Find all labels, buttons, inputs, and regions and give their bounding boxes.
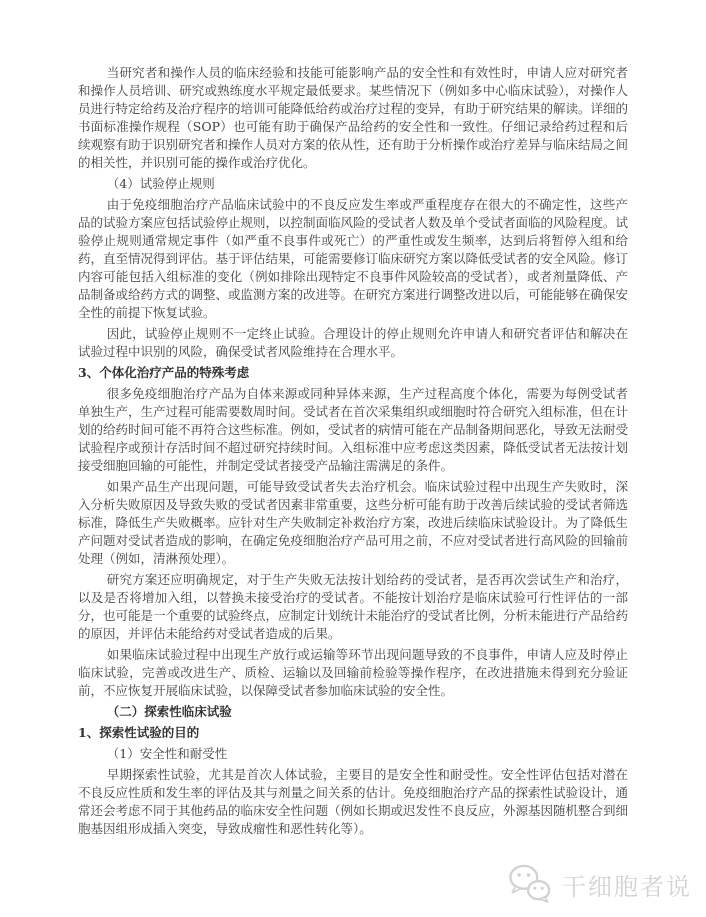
document-page bbox=[78, 64, 628, 841]
paragraph-individualized-2: 如果产品生产出现问题，可能导致受试者失去治疗机会。临床试验过程中出现生产失败时，深入分析失败原因及导致失败的受试者因素非常重要，这些分析可能有助于改善后续试验的受试者筛选标准，降低生产失败概率。应针对生产失败制定补救治疗方案，改进后续临床试验设计。为了降低生产问题对受试者造成的影响，在确定免疫细胞治疗产品可用之前，不应对受试者进行高风险的回输前处理（例如，清淋预处理）。 bbox=[78, 479, 629, 566]
subheading-stop-rules: （4）试验停止规则 bbox=[106, 176, 215, 191]
paragraph-individualized-4: 如果临床试验过程中出现生产放行或运输等环节出现问题导致的不良事件，申请人应及时停止临床试验，完善或改进生产、质检、运输以及回输前检验等操作程序，在改进措施未得到充分验证前，不应恢复开展临床试验，以保障受试者参加临床试验的安全性。 bbox=[78, 647, 628, 698]
heading-exploratory-purpose: 1、探索性试验的目的 bbox=[78, 725, 200, 740]
paragraph-stop-rules-2: 因此，试验停止规则不一定终止试验。合理设计的停止规则允许申请人和研究者评估和解决在试验过程中识别的风险，确保受试者风险维持在合理水平。 bbox=[78, 326, 628, 359]
heading-exploratory-trials: （二）探索性临床试验 bbox=[106, 704, 232, 719]
subheading-safety-tolerability: （1）安全性和耐受性 bbox=[106, 746, 228, 761]
paragraph-individualized-1: 很多免疫细胞治疗产品为自体来源或同种异体来源，生产过程高度个体化，需要为每例受试者单独生产，生产过程可能需要数周时间。受试者在首次采集组织或细胞时符合研究入组标准，但在计划的给药时间可能不再符合这些标准。例如，受试者的病情可能在产品制备期间恶化，导致无法耐受试验程序或预计存活时间不超过研究持续时间。入组标准中应考虑这类因素，降低受试者无法按计划接受细胞回输的可能性，并制定受试者接受产品输注需满足的条件。 bbox=[78, 386, 629, 473]
paragraph-stop-rules-1: 由于免疫细胞治疗产品临床试验中的不良反应发生率或严重程度存在很大的不确定性，这些产品的试验方案应包括试验停止规则，以控制面临风险的受试者人数及单个受试者面临的风险程度。试验停止规则通常规定事件（如严重不良事件或死亡）的严重性或发生频率，达到后将暂停入组和给药，直至情况得到评估。基于评估结果，可能需要修订临床研究方案以降低受试者的安全风险。修订内容可能包括入组标准的变化（例如排除出现特定不良事件风险较高的受试者），或者剂量降低、产品制备或给药方式的调整、或监测方案的改进等。在研究方案进行调整改进以后，可能能够在确保安全性的前提下恢复试验。 bbox=[78, 197, 629, 320]
watermark bbox=[507, 863, 692, 905]
paragraph-training: 当研究者和操作人员的临床经验和技能可能影响产品的安全性和有效性时，申请人应对研究者和操作人员培训、研究或熟练度水平规定最低要求。某些情况下（例如多中心临床试验），对操作人员进行特定给药及治疗程序的培训可能降低给药或治疗过程的变异，有助于研究结果的解读。详细的书面标准操作规程（SOP）也可能有助于确保产品给药的安全性和一致性。仔细记录给药过程和后续观察有助于识别研究者和操作人员对方案的依从性，还有助于分析操作或治疗差异与临床结局之间的相关性，并识别可能的操作或治疗优化。 bbox=[78, 65, 629, 170]
wechat-icon bbox=[507, 863, 553, 905]
heading-individualized-products: 3、个体化治疗产品的特殊考虑 bbox=[78, 365, 250, 380]
paragraph-exploratory-1: 早期探索性试验，尤其是首次人体试验，主要目的是安全性和耐受性。安全性评估包括对潜在不良反应性质和发生率的评估及其与剂量之间关系的估计。免疫细胞治疗产品的探索性试验设计，通常还会考虑不同于其他药品的临床安全性问题（例如长期或迟发性不良反应，外源基因随机整合到细胞基因组形成插入突变，导致成瘤性和恶性转化等）。 bbox=[78, 767, 629, 836]
watermark-label: 干细胞者说 bbox=[562, 872, 692, 901]
paragraph-individualized-3: 研究方案还应明确规定，对于生产失败无法按计划给药的受试者，是否再次尝试生产和治疗，以及是否将增加入组，以替换未接受治疗的受试者。不能按计划治疗是临床试验可行性评估的一部分，也可能是一个重要的试验终点，应制定计划统计未能治疗的受试者比例，分析未能进行产品给药的原因，并评估未能给药对受试者造成的后果。 bbox=[78, 572, 629, 641]
